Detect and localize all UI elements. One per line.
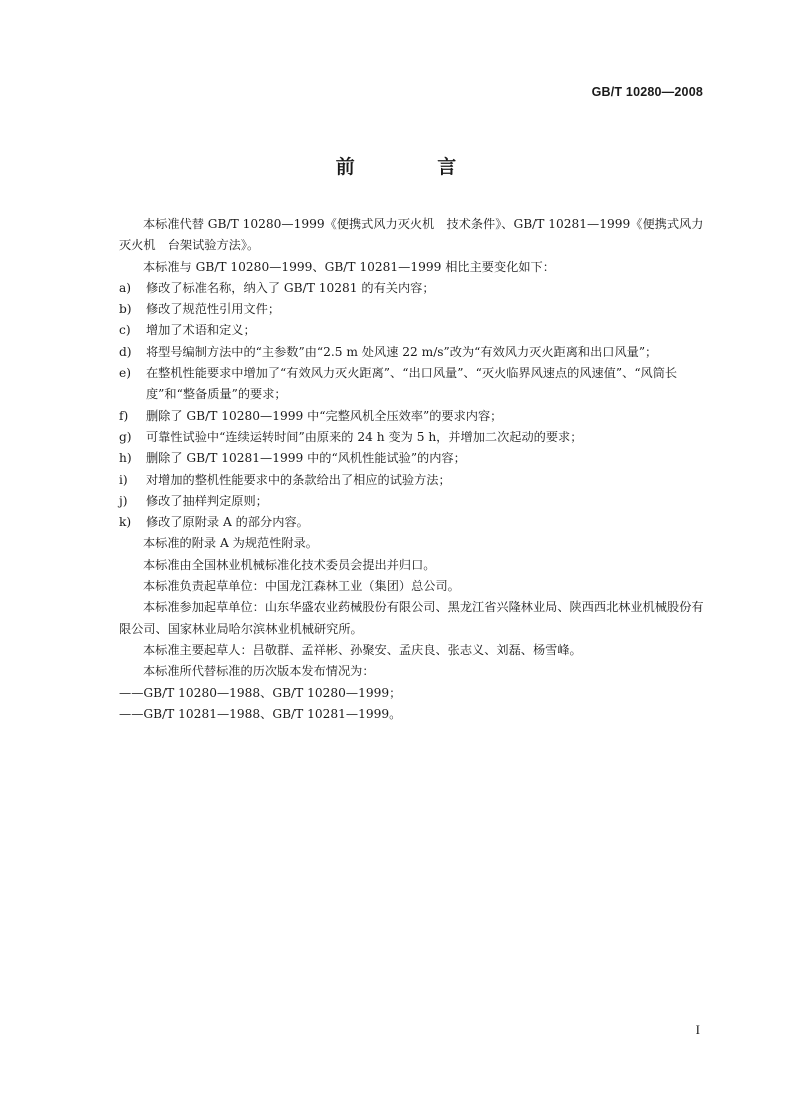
list-item: [119, 491, 705, 512]
list-marker: b): [119, 302, 132, 317]
history-entry: ——GB/T 10281—1988、GB/T 10281—1999。: [119, 706, 402, 721]
list-item: [119, 448, 705, 469]
list-item: [119, 512, 705, 533]
document-body: [119, 214, 705, 725]
list-item: [119, 427, 705, 448]
list-item-text: 修改了原附录 A 的部分内容。: [146, 515, 309, 530]
intro-paragraph: 本标准代替 GB/T 10280—1999《便携式风力灭火机 技术条件》、GB/T 10281—1999《便携式风力灭火机 台架试验方法》。: [119, 217, 704, 253]
list-item: [119, 278, 705, 299]
page-title: 前 言: [335, 156, 495, 178]
list-marker: e): [119, 366, 131, 381]
body-paragraph: 本标准的附录 A 为规范性附录。: [143, 536, 318, 551]
list-marker: k): [119, 515, 132, 530]
list-item-text: 修改了标准名称，纳入了 GB/T 10281 的有关内容；: [146, 280, 435, 295]
list-marker: g): [119, 429, 132, 444]
list-marker: i): [119, 472, 128, 487]
list-marker: h): [119, 451, 132, 466]
standard-code: GB/T 10280—2008: [591, 85, 703, 99]
list-item: [119, 363, 705, 406]
list-marker: a): [119, 280, 132, 295]
body-paragraph: 本标准所代替标准的历次版本发布情况为：: [143, 664, 375, 679]
body-paragraph: 本标准参加起草单位：山东华盛农业药械股份有限公司、黑龙江省兴隆林业局、陕西西北林业机械股份有限公司、国家林业局哈尔滨林业机械研究所。: [119, 600, 704, 636]
list-item: [119, 320, 705, 341]
list-item-text: 增加了术语和定义；: [146, 323, 256, 338]
list-item-text: 可靠性试验中“连续运转时间”由原来的 24 h 变为 5 h，并增加二次起动的要求；: [146, 429, 583, 444]
list-item-text: 将型号编制方法中的“主参数”由“2.5 m 处风速 22 m/s”改为“有效风力灭火距离和出口风量”；: [146, 344, 658, 359]
body-paragraph: 本标准主要起草人：吕敬群、孟祥彬、孙聚安、孟庆良、张志义、刘磊、杨雪峰。: [143, 642, 582, 657]
list-item-text: 在整机性能要求中增加了“有效风力灭火距离”、“出口风量”、“灭火临界风速点的风速值”、“风筒长度”和“整备质量”的要求；: [146, 366, 678, 402]
page-number: I: [695, 1022, 700, 1037]
list-item-text: 删除了 GB/T 10281—1999 中的“风机性能试验”的内容；: [146, 451, 466, 466]
list-item: [119, 342, 705, 363]
list-item: [119, 470, 705, 491]
list-item: [119, 406, 705, 427]
list-marker: c): [119, 323, 131, 338]
list-marker: f): [119, 408, 129, 423]
list-item-text: 修改了抽样判定原则；: [146, 493, 268, 508]
history-entry: ——GB/T 10280—1988、GB/T 10280—1999；: [119, 685, 402, 700]
intro-paragraph: 本标准与 GB/T 10280—1999、GB/T 10281—1999 相比主要变化如下：: [143, 259, 555, 274]
list-marker: j): [119, 493, 128, 508]
body-paragraph: 本标准负责起草单位：中国龙江森林工业（集团）总公司。: [143, 579, 460, 594]
list-item-text: 修改了规范性引用文件；: [146, 302, 281, 317]
list-item-text: 删除了 GB/T 10280—1999 中“完整风机全压效率”的要求内容；: [146, 408, 503, 423]
list-marker: d): [119, 344, 132, 359]
body-paragraph: 本标准由全国林业机械标准化技术委员会提出并归口。: [143, 557, 436, 572]
list-item: [119, 299, 705, 320]
list-item-text: 对增加的整机性能要求中的条款给出了相应的试验方法；: [146, 472, 451, 487]
